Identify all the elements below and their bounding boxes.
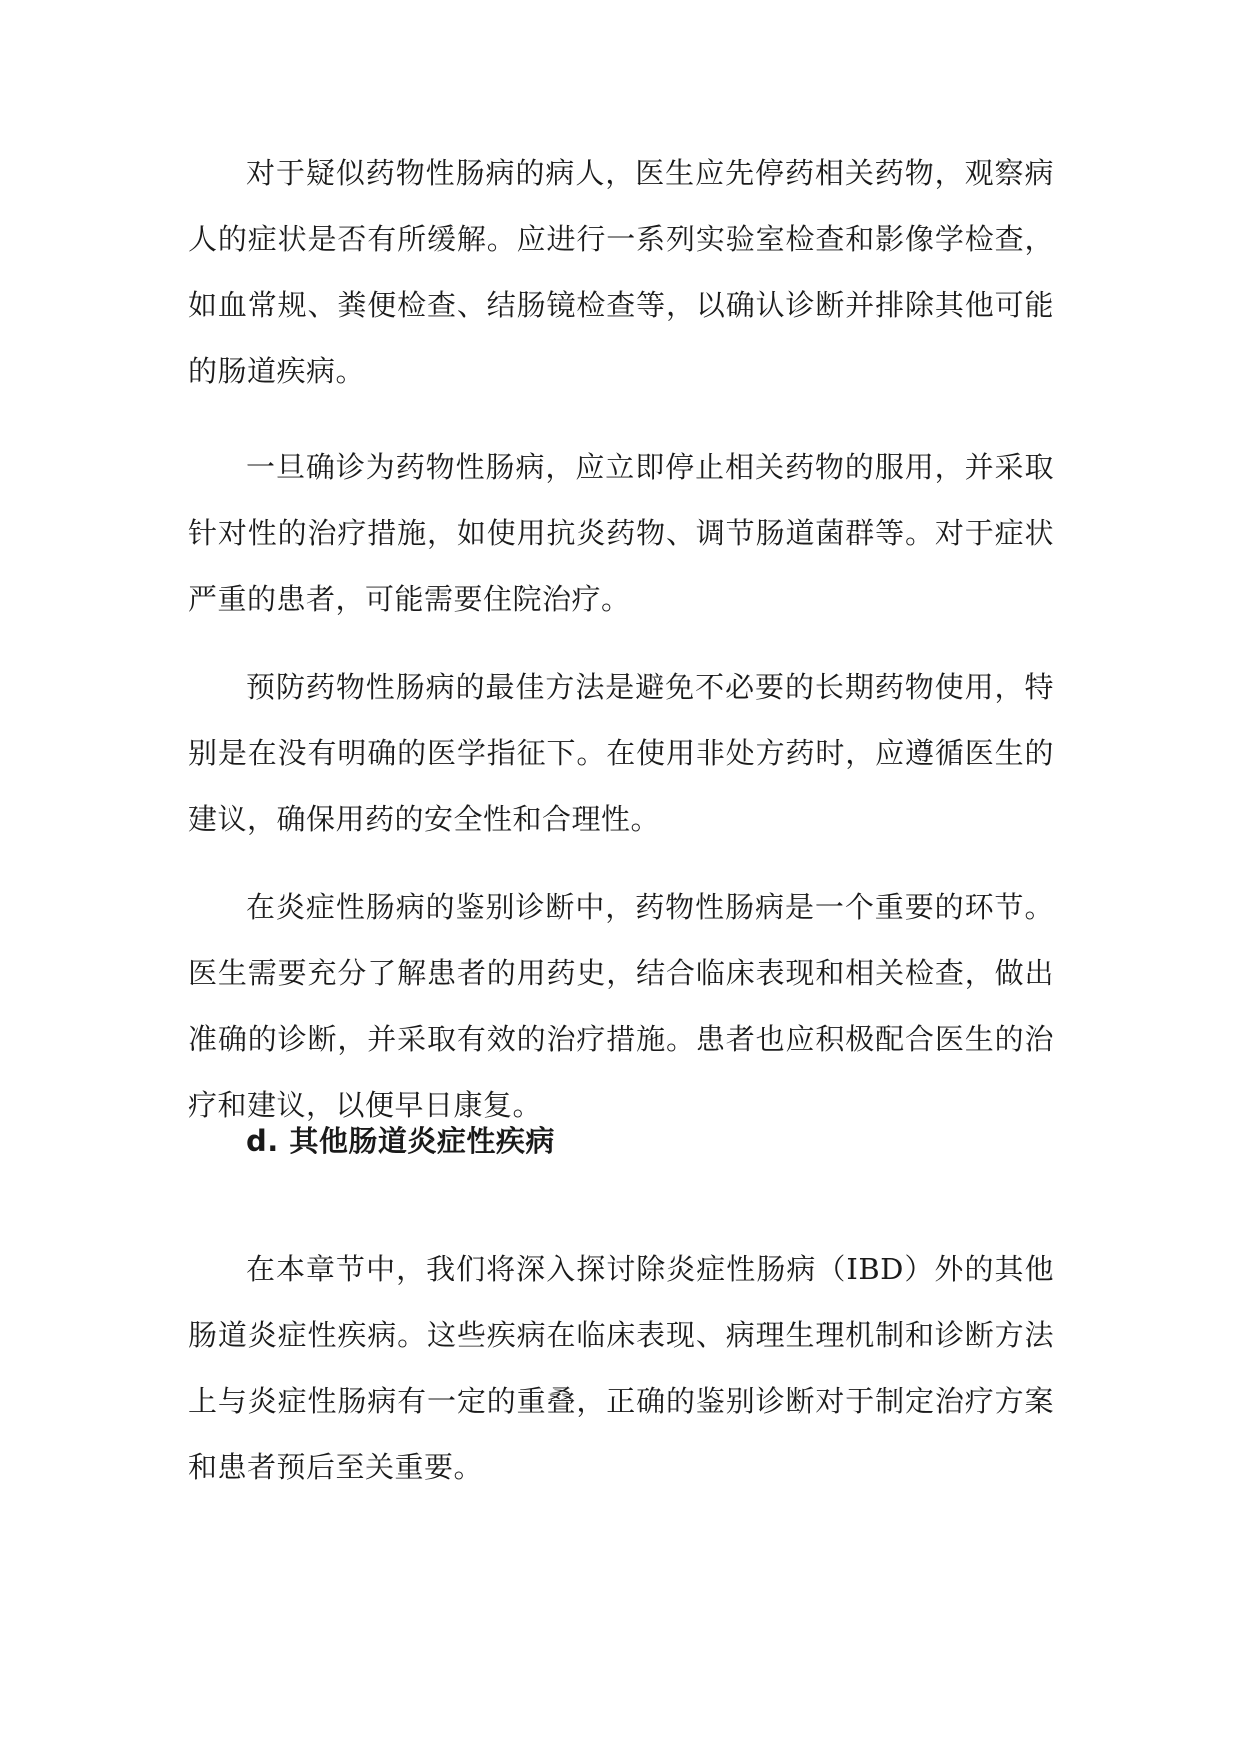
paragraph-differential: 在炎症性肠病的鉴别诊断中，药物性肠病是一个重要的环节。医生需要充分了解患者的用药史，结合临床表现和相关检查，做出准确的诊断，并采取有效的治疗措施。患者也应积极配合医生的治疗和建议，以便早日康复。 [188, 890, 1054, 1122]
section-heading: d. 其他肠道炎症性疾病 [246, 1124, 555, 1158]
paragraph-section-intro: 在本章节中，我们将深入探讨除炎症性肠病（IBD）外的其他肠道炎症性疾病。这些疾病在临床表现、病理生理机制和诊断方法上与炎症性肠病有一定的重叠，正确的鉴别诊断对于制定治疗方案和患者预后至关重要。 [188, 1252, 1054, 1484]
paragraph-treatment: 一旦确诊为药物性肠病，应立即停止相关药物的服用，并采取针对性的治疗措施，如使用抗炎药物、调节肠道菌群等。对于症状严重的患者，可能需要住院治疗。 [188, 450, 1054, 616]
paragraph-diagnosis: 对于疑似药物性肠病的病人，医生应先停药相关药物，观察病人的症状是否有所缓解。应进行一系列实验室检查和影像学检查，如血常规、粪便检查、结肠镜检查等，以确认诊断并排除其他可能的肠道疾病。 [188, 156, 1054, 388]
paragraph-prevention: 预防药物性肠病的最佳方法是避免不必要的长期药物使用，特别是在没有明确的医学指征下。在使用非处方药时，应遵循医生的建议，确保用药的安全性和合理性。 [188, 670, 1054, 836]
